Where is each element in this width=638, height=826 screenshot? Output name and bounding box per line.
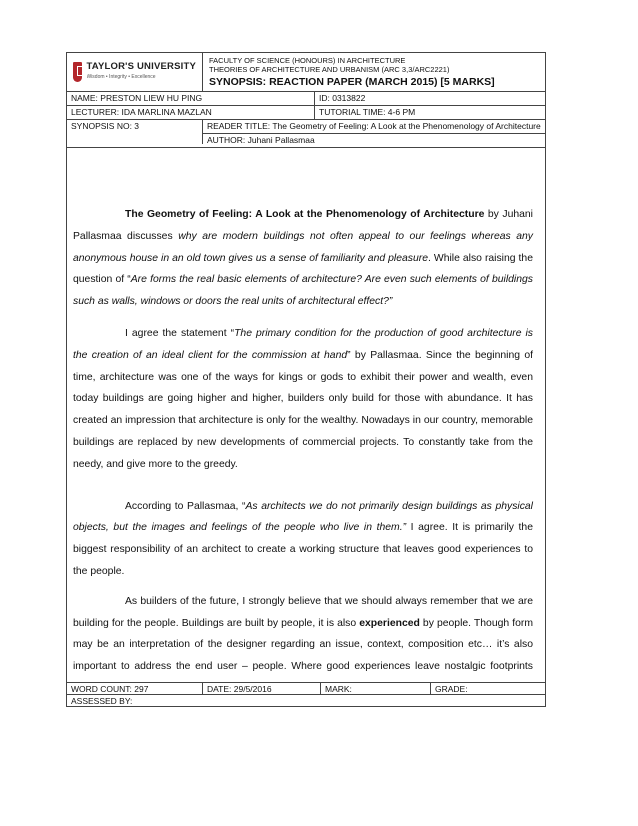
paragraph-2: I agree the statement “The primary condition for the production of good architecture is the creation of an ideal client for the commission at hand” by Pallasmaa. Since the beginning of time, architecture was one of the ways for kings or gods to exhibit their power and wealth, even today buildings are going higher and higher, builders only build for those with abundance. It has created an impression that architecture is only for the wealthy. Nowadays in our country, memorable buildings are replaced by new developments of commercial projects. To constantly take from the needy, and give more to the greedy. xyxy=(73,327,533,470)
university-logo xyxy=(67,53,203,91)
body-row xyxy=(66,148,546,683)
footer-row-marks xyxy=(66,683,546,695)
reaction-paper-sheet xyxy=(66,52,546,707)
logo-tagline: Wisdom • Integrity • Excellence xyxy=(86,74,156,80)
reader-title-ref: The Geometry of Feeling: A Look at the Phenomenology of Architecture xyxy=(125,209,485,220)
synopsis-number: SYNOPSIS NO: 3 xyxy=(67,120,203,144)
header-row xyxy=(66,52,546,92)
info-row-name xyxy=(66,92,546,106)
lecturer-name: LECTURER: IDA MARLINA MAZLAN xyxy=(67,106,315,119)
logo-name: TAYLOR'S UNIVERSITY xyxy=(86,61,196,72)
assessed-by: ASSESSED BY: xyxy=(71,696,133,706)
essay-body xyxy=(67,148,545,682)
reader-title: READER TITLE: The Geometry of Feeling: A Look at the Phenomenology of Architecture xyxy=(203,120,545,134)
tutorial-time: TUTORIAL TIME: 4-6 PM xyxy=(319,107,416,117)
crest-icon xyxy=(73,62,82,82)
header-text xyxy=(203,53,545,91)
paper-title: SYNOPSIS: REACTION PAPER (MARCH 2015) [5 MARKS] xyxy=(209,76,495,88)
paragraph-3: According to Pallasmaa, “As architects we do not primarily design buildings as physical objects, but the images and feelings of the people who live in them.” I agree. It is primarily the biggest responsibility of an architect to create a working structure that leaves good experiences to the people. xyxy=(73,500,533,577)
paragraph-1: The Geometry of Feeling: A Look at the Phenomenology of Architecture by Juhani Pallasmaa discusses why are modern buildings not often appeal to our feelings whereas any anonymous house in an old town gives us a sense of familiarity and pleasure. While also raising the question of “Are forms the real basic elements of architecture? Are even such elements of buildings such as walls, windows or doors the real units of architectural effect?” xyxy=(73,209,533,308)
reader-author: AUTHOR: Juhani Pallasmaa xyxy=(207,135,315,145)
info-row-synopsis xyxy=(66,120,546,148)
faculty-name: FACULTY OF SCIENCE (HONOURS) IN ARCHITECTURE xyxy=(209,56,406,65)
student-id: ID: 0313822 xyxy=(319,93,366,103)
footer-row-assessor xyxy=(66,695,546,707)
submission-date: DATE: 29/5/2016 xyxy=(203,683,321,694)
module-name: THEORIES OF ARCHITECTURE AND URBANISM (ARC 3,3/ARC2221) xyxy=(209,65,450,74)
word-count: WORD COUNT: 297 xyxy=(67,683,203,694)
grade-field: GRADE: xyxy=(435,684,468,694)
info-row-lecturer xyxy=(66,106,546,120)
student-name: NAME: PRESTON LIEW HU PING xyxy=(67,92,315,105)
mark-field: MARK: xyxy=(321,683,431,694)
paragraph-4: As builders of the future, I strongly believe that we should always remember that we are building for the people. Buildings are built by people, it is also experienced by people. Though form may be an interpretation of the designer regarding an issue, context, composition etc… it’s also important to address the end user – people. Where good experiences leave nostalgic footprints xyxy=(73,595,533,673)
